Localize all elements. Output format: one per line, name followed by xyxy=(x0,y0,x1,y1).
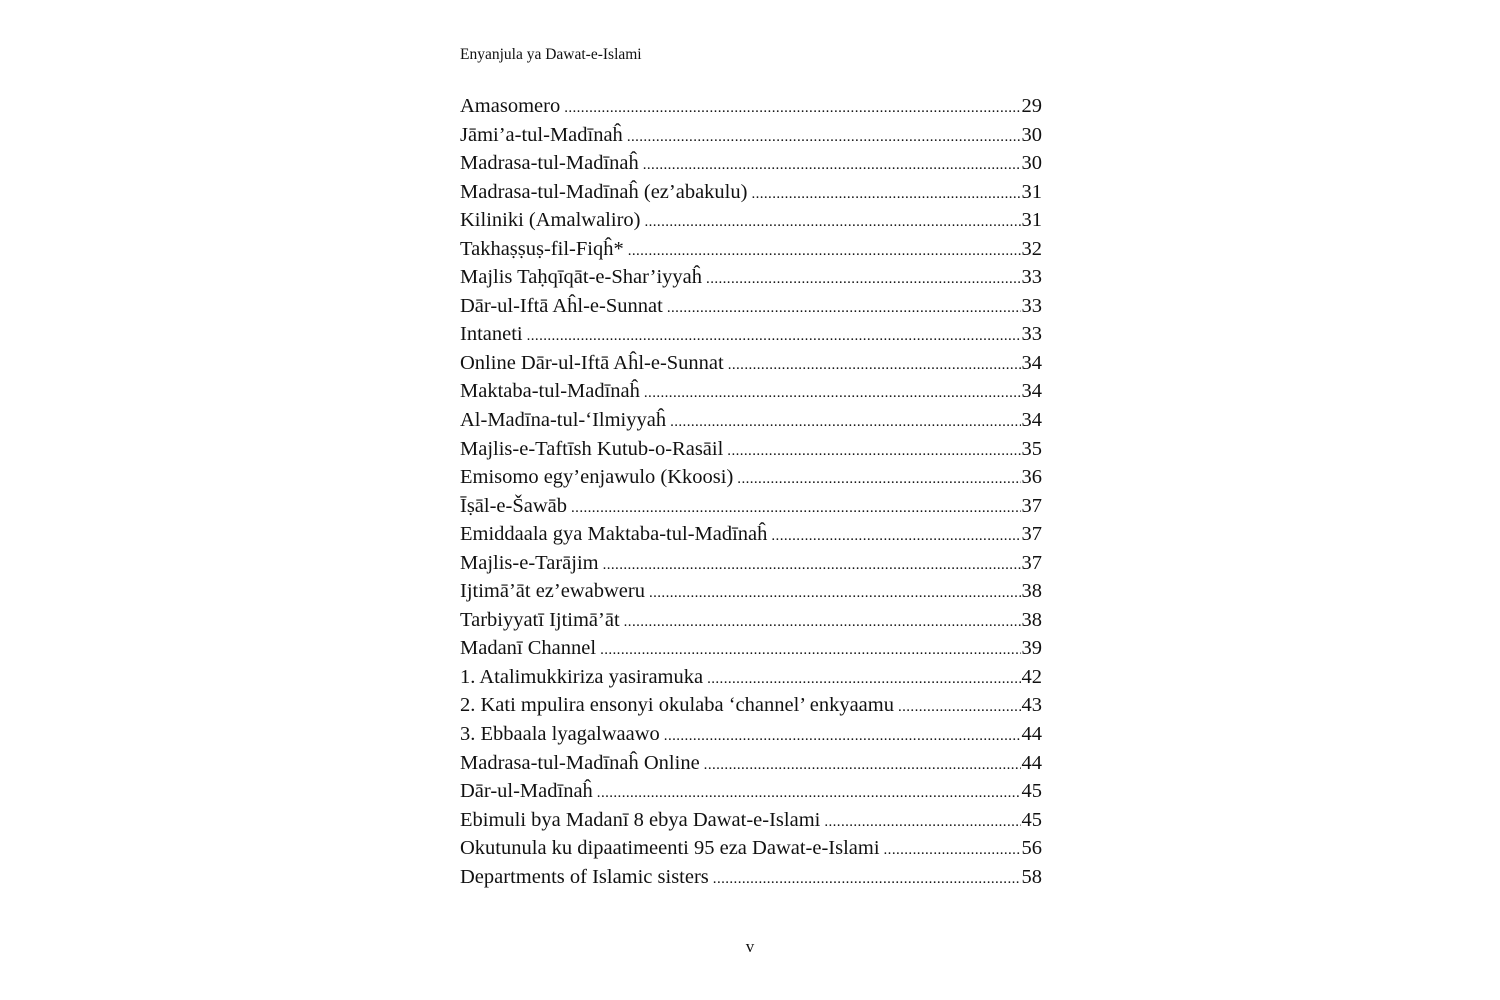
toc-entry-page: 44 xyxy=(1021,751,1042,774)
toc-entry xyxy=(460,435,1042,464)
toc-entry xyxy=(460,806,1042,835)
toc-entry-page: 35 xyxy=(1021,437,1042,460)
toc-entry-title: Madrasa-tul-Madīnaĥ Online xyxy=(460,751,700,774)
dot-leader xyxy=(571,494,1020,521)
toc-entry-page: 37 xyxy=(1021,551,1042,574)
dot-leader xyxy=(628,237,1021,264)
dot-leader xyxy=(884,836,1021,863)
toc-entry-title: Intaneti xyxy=(460,323,523,346)
toc-entry-title: Al-Madīna-tul-‘Ilmiyyaĥ xyxy=(460,409,667,432)
toc-entry-page: 44 xyxy=(1021,723,1042,746)
toc-entry-page: 34 xyxy=(1021,380,1042,403)
toc-entry-title: 3. Ebbaala lyagalwaawo xyxy=(460,723,660,746)
toc-entry-page: 56 xyxy=(1021,837,1042,860)
toc-entry-title: Madrasa-tul-Madīnaĥ (ez’abakulu) xyxy=(460,180,748,203)
dot-leader xyxy=(727,437,1020,464)
dot-leader xyxy=(737,465,1020,492)
toc-entry-page: 38 xyxy=(1021,580,1042,603)
toc-entry xyxy=(460,292,1042,321)
toc-entry-page: 32 xyxy=(1021,237,1042,260)
toc-entry-page: 33 xyxy=(1021,323,1042,346)
toc-entry xyxy=(460,577,1042,606)
toc-entry-page: 37 xyxy=(1021,494,1042,517)
toc-entry xyxy=(460,492,1042,521)
toc-entry-page: 31 xyxy=(1021,209,1042,232)
toc-entry xyxy=(460,520,1042,549)
page-number: v xyxy=(745,937,755,956)
toc-entry-page: 37 xyxy=(1021,523,1042,546)
toc-entry-page: 30 xyxy=(1021,123,1042,146)
dot-leader xyxy=(667,294,1021,321)
dot-leader xyxy=(707,665,1020,692)
toc-entry-title: Amasomero xyxy=(460,95,561,117)
toc-entry xyxy=(460,463,1042,492)
toc-entry-title: Madanī Channel xyxy=(460,637,597,660)
toc-entry-title: Online Dār-ul-Iftā Aĥl-e-Sunnat xyxy=(460,351,724,374)
toc-entry-page: 34 xyxy=(1021,351,1042,374)
dot-leader xyxy=(824,808,1020,835)
toc-entry-title: Majlis-e-Taftīsh Kutub-o-Rasāil xyxy=(460,437,724,460)
toc-entry-title: Madrasa-tul-Madīnaĥ xyxy=(460,152,639,175)
toc-entry-page: 31 xyxy=(1021,180,1042,203)
toc-entry-title: Dār-ul-Iftā Aĥl-e-Sunnat xyxy=(460,294,663,317)
dot-leader xyxy=(627,123,1021,150)
toc-entry-page: 33 xyxy=(1021,266,1042,289)
toc-entry-title: Majlis-e-Tarājim xyxy=(460,551,599,574)
toc-entry xyxy=(460,377,1042,406)
dot-leader xyxy=(564,94,1020,121)
dot-leader xyxy=(597,779,1021,806)
toc-entry-page: 42 xyxy=(1021,665,1042,688)
toc-entry xyxy=(460,206,1042,235)
toc-entry-page: 36 xyxy=(1021,466,1042,489)
toc-entry-page: 34 xyxy=(1021,409,1042,432)
dot-leader xyxy=(644,379,1021,406)
toc-entry xyxy=(460,720,1042,749)
toc-entry-title: Dār-ul-Madīnaĥ xyxy=(460,780,593,803)
toc-entry-page: 38 xyxy=(1021,608,1042,631)
toc-entry xyxy=(460,406,1042,435)
toc-entry xyxy=(460,606,1042,635)
toc-entry-title: Kiliniki (Amalwaliro) xyxy=(460,209,641,232)
toc-entry-title: Takhaṣṣuṣ-fil-Fiqĥ* xyxy=(460,237,624,260)
toc-entry xyxy=(460,749,1042,778)
toc-entry xyxy=(460,663,1042,692)
toc-entry xyxy=(460,149,1042,178)
dot-leader xyxy=(527,322,1021,349)
toc-entry xyxy=(460,691,1042,720)
toc-entry-title: Tarbiyyatī Ijtimā’āt xyxy=(460,608,620,631)
toc-entry-title: Īṣāl-e-Šawāb xyxy=(460,494,568,517)
dot-leader xyxy=(643,151,1021,178)
toc-entry-title: 2. Kati mpulira ensonyi okulaba ‘channel’ enkyaamu xyxy=(460,694,894,717)
toc-entry-page: 30 xyxy=(1021,152,1042,175)
toc-entry xyxy=(460,263,1042,292)
dot-leader xyxy=(706,265,1020,292)
toc-entry-title: Ijtimā’āt ez’ewabweru xyxy=(460,580,645,603)
dot-leader xyxy=(713,865,1021,892)
toc-entry-title: Maktaba-tul-Madīnaĥ xyxy=(460,380,640,403)
toc-entry-page: 29 xyxy=(1021,95,1042,117)
table-of-contents xyxy=(460,92,1042,891)
toc-entry-page: 58 xyxy=(1021,865,1042,888)
toc-entry xyxy=(460,549,1042,578)
toc-entry xyxy=(460,320,1042,349)
dot-leader xyxy=(898,693,1021,720)
dot-leader xyxy=(670,408,1020,435)
toc-entry-title: 1. Atalimukkiriza yasiramuka xyxy=(460,665,704,688)
toc-entry xyxy=(460,863,1042,892)
toc-entry xyxy=(460,777,1042,806)
toc-entry-page: 43 xyxy=(1021,694,1042,717)
dot-leader xyxy=(751,180,1020,207)
toc-entry xyxy=(460,349,1042,378)
dot-leader xyxy=(728,351,1021,378)
dot-leader xyxy=(600,636,1020,663)
toc-entry-page: 45 xyxy=(1021,780,1042,803)
dot-leader xyxy=(649,579,1021,606)
dot-leader xyxy=(624,608,1021,635)
toc-entry xyxy=(460,235,1042,264)
dot-leader xyxy=(644,208,1020,235)
toc-entry xyxy=(460,178,1042,207)
dot-leader xyxy=(603,551,1021,578)
toc-entry xyxy=(460,92,1042,121)
toc-entry-title: Jāmi’a-tul-Madīnaĥ xyxy=(460,123,623,146)
dot-leader xyxy=(771,522,1020,549)
toc-entry-title: Okutunula ku dipaatimeenti 95 eza Dawat-e-Islami xyxy=(460,837,880,860)
toc-entry-title: Ebimuli bya Madanī 8 ebya Dawat-e-Islami xyxy=(460,808,821,831)
toc-entry-title: Majlis Taḥqīqāt-e-Shar’iyyaĥ xyxy=(460,266,703,289)
toc-entry-page: 39 xyxy=(1021,637,1042,660)
toc-entry xyxy=(460,121,1042,150)
toc-entry xyxy=(460,634,1042,663)
dot-leader xyxy=(664,722,1021,749)
toc-entry-page: 45 xyxy=(1021,808,1042,831)
toc-entry-title: Emiddaala gya Maktaba-tul-Madīnaĥ xyxy=(460,523,768,546)
dot-leader xyxy=(704,751,1021,778)
toc-entry-title: Emisomo egy’enjawulo (Kkoosi) xyxy=(460,466,734,489)
running-header: Enyanjula ya Dawat-e-Islami xyxy=(460,46,642,63)
toc-entry-page: 33 xyxy=(1021,294,1042,317)
toc-entry xyxy=(460,834,1042,863)
toc-entry-title: Departments of Islamic sisters xyxy=(460,865,709,888)
